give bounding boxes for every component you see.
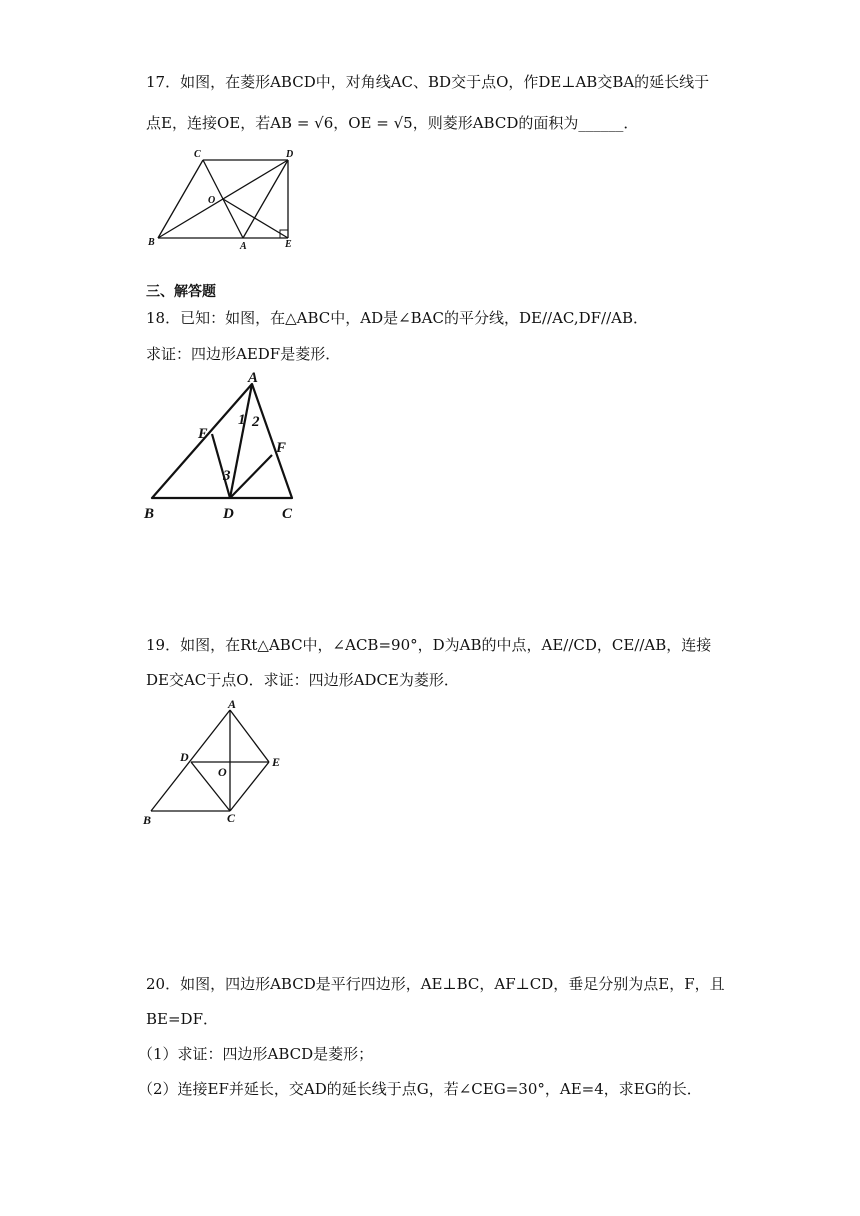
- q18-triangle-figure: [140, 372, 310, 522]
- q17-label-o: O: [208, 195, 216, 206]
- q19-label-e: E: [272, 755, 281, 769]
- q19-text-line2: DE交AC于点O．求证：四边形ADCE为菱形．: [146, 671, 459, 689]
- q18-label-d: D: [223, 506, 234, 522]
- q18-text-line2: 求证：四边形AEDF是菱形．: [146, 345, 341, 363]
- q17-rhombus-figure: [140, 148, 310, 258]
- q17-text-line2: 点E，连接OE，若AB = √6，OE = √5，则菱形ABCD的面积为______．: [146, 114, 639, 132]
- q18-angle-1: 1: [238, 412, 246, 428]
- q19-label-b: B: [143, 813, 152, 827]
- q20-part1: （1）求证：四边形ABCD是菱形；: [138, 1045, 374, 1063]
- q17-label-b: B: [148, 237, 155, 248]
- q19-rhombus-figure: [140, 698, 300, 833]
- q17-label-a: A: [240, 241, 247, 252]
- section-title: 三、解答题: [146, 284, 216, 300]
- q18-angle-2: 2: [252, 414, 260, 430]
- q18-label-c: C: [282, 506, 293, 522]
- q18-label-a: A: [248, 370, 259, 386]
- q18-label-f: F: [276, 440, 287, 456]
- q17-text-line1: 17．如图，在菱形ABCD中，对角线AC、BD交于点O，作DE⊥AB交BA的延长线于: [146, 73, 710, 91]
- q18-label-b: B: [144, 506, 155, 522]
- q20-text-line1: 20．如图，四边形ABCD是平行四边形，AE⊥BC，AF⊥CD，垂足分别为点E，F，且: [146, 975, 725, 993]
- q18-label-e: E: [198, 426, 209, 442]
- q17-label-c: C: [194, 149, 201, 160]
- q17-label-d: D: [286, 149, 294, 160]
- q18-text-line1: 18．已知：如图，在△ABC中，AD是∠BAC的平分线，DE//AC,DF//AB．: [146, 309, 649, 327]
- q19-label-d: D: [180, 750, 189, 764]
- q19-text-line1: 19．如图，在Rt△ABC中，∠ACB=90°，D为AB的中点，AE//CD，CE//AB，连接: [146, 636, 712, 654]
- q20-part2: （2）连接EF并延长，交AD的延长线于点G，若∠CEG=30°，AE=4，求EG的长．: [138, 1080, 702, 1098]
- q19-label-a: A: [228, 697, 237, 711]
- q17-label-e: E: [285, 239, 292, 250]
- q19-label-c: C: [227, 811, 236, 825]
- q18-angle-3: 3: [223, 468, 231, 484]
- q20-text-line2: BE=DF．: [146, 1010, 218, 1028]
- q19-label-o: O: [218, 765, 227, 779]
